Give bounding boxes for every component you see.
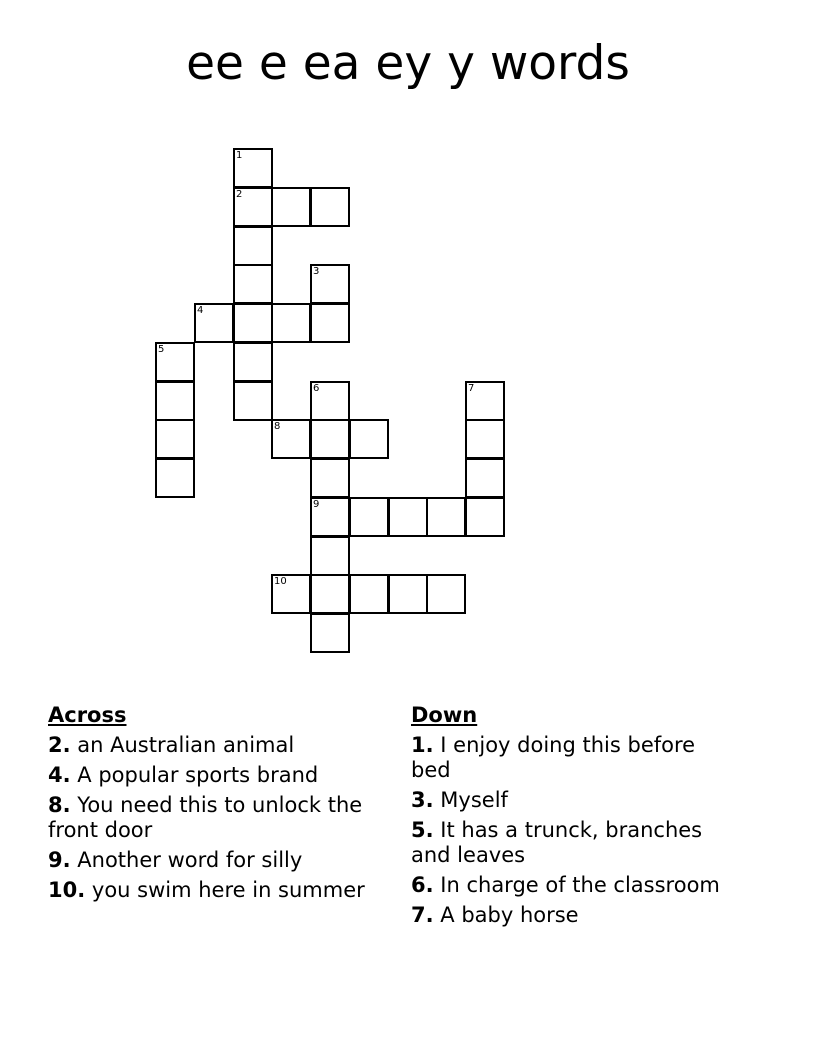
grid-cell[interactable] [194, 303, 234, 343]
grid-cell[interactable] [465, 381, 505, 421]
grid-cell[interactable] [233, 381, 273, 421]
grid-cell[interactable] [310, 264, 350, 304]
grid-cell[interactable] [271, 574, 311, 614]
across-heading: Across [48, 703, 127, 727]
cell-number: 7 [468, 383, 475, 394]
clue-across-2 [48, 733, 393, 758]
grid-cell[interactable] [155, 419, 195, 459]
clue-across-9 [48, 848, 393, 873]
cell-number: 2 [236, 189, 243, 200]
clue-number: 6. [411, 873, 434, 897]
grid-cell[interactable] [388, 497, 428, 537]
clue-text: It has a trunck, branches and leaves [411, 818, 703, 867]
clue-number: 5. [411, 818, 434, 842]
grid-cell[interactable] [271, 303, 311, 343]
clue-text: A popular sports brand [77, 763, 319, 787]
page-title: ee e ea ey y words [186, 36, 630, 91]
grid-cell[interactable] [310, 419, 350, 459]
down-heading: Down [411, 703, 478, 727]
across-clues [48, 703, 393, 908]
clue-across-4 [48, 763, 393, 788]
clue-text: I enjoy doing this before bed [411, 733, 696, 782]
clue-number: 8. [48, 793, 71, 817]
grid-cell[interactable] [271, 419, 311, 459]
clue-number: 2. [48, 733, 71, 757]
clue-number: 1. [411, 733, 434, 757]
clue-down-1 [411, 733, 741, 783]
clue-number: 10. [48, 878, 86, 902]
grid-cell[interactable] [155, 458, 195, 498]
grid-cell[interactable] [465, 458, 505, 498]
grid-cell[interactable] [426, 497, 466, 537]
grid-cell[interactable] [233, 264, 273, 304]
clue-across-8 [48, 793, 393, 843]
grid-cell[interactable] [465, 497, 505, 537]
grid-cell[interactable] [349, 419, 389, 459]
clue-text: You need this to unlock the front door [48, 793, 363, 842]
cell-number: 1 [236, 150, 243, 161]
clue-down-6 [411, 873, 741, 898]
clue-down-7 [411, 903, 741, 928]
grid-cell[interactable] [233, 187, 273, 227]
clue-text: Myself [440, 788, 508, 812]
grid-cell[interactable] [233, 148, 273, 188]
grid-cell[interactable] [233, 303, 273, 343]
clue-number: 9. [48, 848, 71, 872]
grid-cell[interactable] [426, 574, 466, 614]
grid-cell[interactable] [271, 187, 311, 227]
grid-cell[interactable] [310, 574, 350, 614]
grid-cell[interactable] [310, 381, 350, 421]
clue-number: 3. [411, 788, 434, 812]
grid-cell[interactable] [349, 497, 389, 537]
cell-number: 4 [197, 305, 204, 316]
grid-cell[interactable] [388, 574, 428, 614]
cell-number: 5 [158, 344, 165, 355]
cell-number: 10 [274, 576, 287, 587]
grid-cell[interactable] [310, 497, 350, 537]
clue-down-5 [411, 818, 741, 868]
clue-number: 4. [48, 763, 71, 787]
grid-cell[interactable] [233, 226, 273, 266]
clue-text: an Australian animal [77, 733, 295, 757]
cell-number: 9 [313, 499, 320, 510]
clue-down-3 [411, 788, 741, 813]
cell-number: 8 [274, 421, 281, 432]
clue-across-10 [48, 878, 393, 903]
grid-cell[interactable] [310, 303, 350, 343]
grid-cell[interactable] [349, 574, 389, 614]
down-clues [411, 703, 741, 933]
clue-text: In charge of the classroom [440, 873, 720, 897]
grid-cell[interactable] [233, 342, 273, 382]
clue-number: 7. [411, 903, 434, 927]
grid-cell[interactable] [155, 342, 195, 382]
grid-cell[interactable] [155, 381, 195, 421]
clue-text: Another word for silly [77, 848, 303, 872]
clue-text: you swim here in summer [91, 878, 365, 902]
clue-text: A baby horse [440, 903, 579, 927]
cell-number: 6 [313, 383, 320, 394]
grid-cell[interactable] [310, 458, 350, 498]
grid-cell[interactable] [465, 419, 505, 459]
grid-cell[interactable] [310, 536, 350, 576]
cell-number: 3 [313, 266, 320, 277]
grid-cell[interactable] [310, 187, 350, 227]
grid-cell[interactable] [310, 613, 350, 653]
